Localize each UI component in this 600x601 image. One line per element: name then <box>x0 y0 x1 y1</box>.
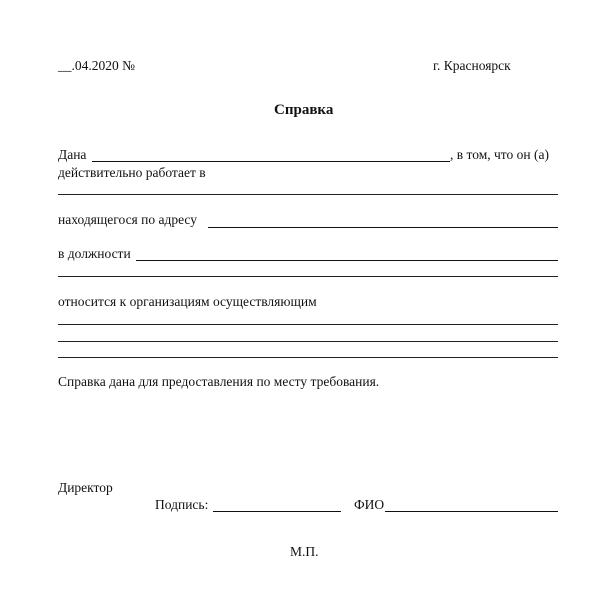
given-to-suffix: , в том, что он (а) <box>450 147 549 162</box>
org-type-line-2[interactable] <box>58 341 558 342</box>
stamp-place: М.П. <box>290 544 319 559</box>
city: г. Красноярск <box>433 58 511 73</box>
position-label: в должности <box>58 246 131 261</box>
workplace-line[interactable] <box>58 194 558 195</box>
given-to-line[interactable] <box>92 161 450 162</box>
signature-label: Подпись: <box>155 497 209 512</box>
address-label: находящегося по адресу <box>58 212 197 227</box>
full-name-label: ФИО <box>354 497 385 512</box>
org-type-line-1[interactable] <box>58 324 558 325</box>
document-title: Справка <box>274 102 334 118</box>
org-type-line-3[interactable] <box>58 357 558 358</box>
date-number: __.04.2020 № <box>58 58 136 73</box>
given-to-label: Дана <box>58 147 87 162</box>
works-at-label: действительно работает в <box>58 165 206 180</box>
position-line[interactable] <box>136 260 558 261</box>
statement-text: Справка дана для предоставления по месту требования. <box>58 374 380 389</box>
org-type-label: относится к организациям осуществляющим <box>58 294 317 309</box>
address-line[interactable] <box>208 227 558 228</box>
director-label: Директор <box>58 480 113 495</box>
position-line-extra[interactable] <box>58 276 558 277</box>
full-name-line[interactable] <box>385 511 558 512</box>
signature-line[interactable] <box>213 511 341 512</box>
